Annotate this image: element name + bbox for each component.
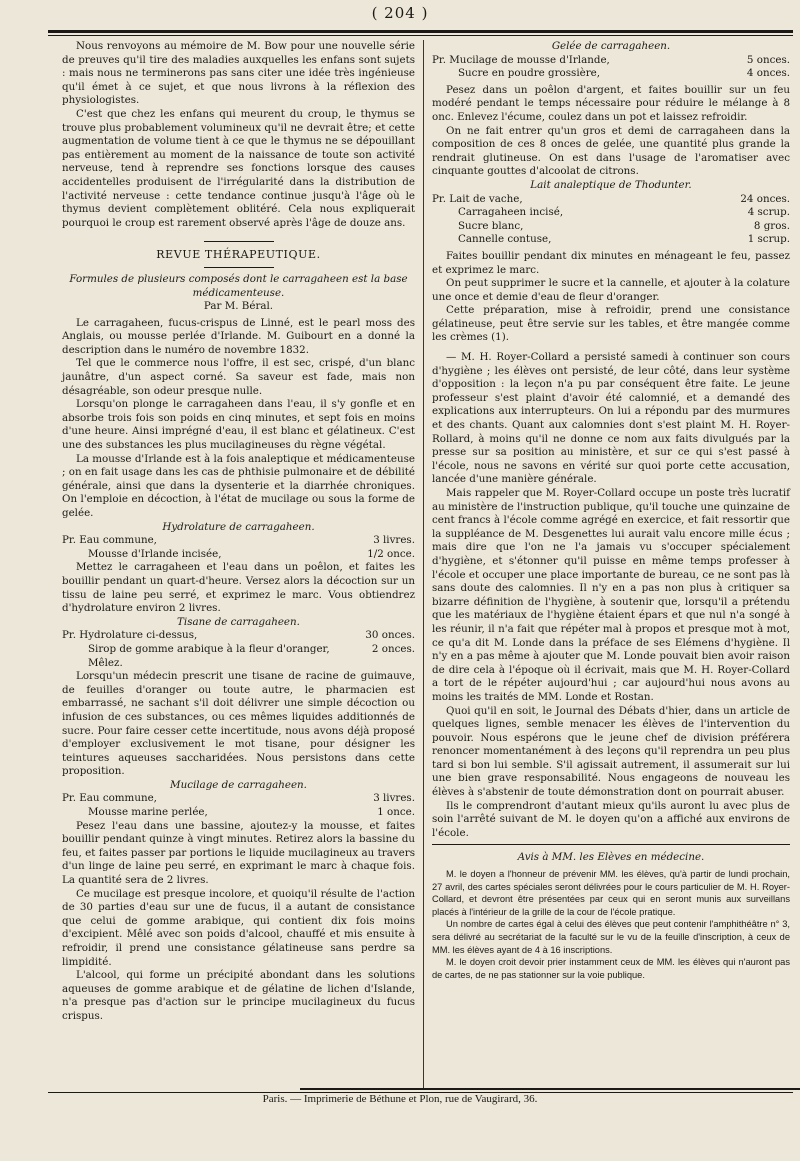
paragraph: — M. H. Royer-Collard a persisté samedi à continuer son cours d'hygiène ; les élèves ont persisté, de leur côté, dans leur système d'opposition : la leçon n'a pu par conséquent être faite. Le jeune professeur s'est plaint d'avoir été calomnié, et a demandé des explications aux interrupteurs. On lui a répondu par des murmures et des chants. Quant aux calomnies dont s'est plaint M. H. Royer-Rollard, à moins qu'il ne donne ce nom aux faits divulgués par la presse sur sa position au ministère, et sur ce qui s'est passé à l'école, nous ne savons en vérité sur quoi porte cette accusation, lancée d'une manière générale.: [432, 351, 790, 486]
paragraph: Nous renvoyons au mémoire de M. Bow pour une nouvelle série de preuves qu'il tire des maladies auxquelles les enfans sont sujets : mais nous ne terminerons pas sans citer une idée très ingénieuse qu'il émet à ce sujet, et que nous livrons à la réflexion des physiologistes.: [62, 40, 415, 107]
recipe-line: Sirop de gomme arabique à la fleur d'oranger, 2 onces.: [88, 642, 415, 655]
author-line: Par M. Béral.: [203, 300, 274, 313]
page-number: ( 204 ): [371, 4, 429, 22]
paragraph: Pesez dans un poêlon d'argent, et faites bouillir sur un feu modéré pendant le temps nécessaire pour réduire le mélange à 8 onc. Enlevez l'écume, coulez dans un pot et laissez refroidir.: [432, 83, 790, 123]
paragraph: Mais rappeler que M. Royer-Collard occupe un poste très lucratif au ministère de l'instruction publique, qu'il touche une quinzaine de cent francs à l'école comme agrégé en exercice, et fait ressortir que la suppléance de M. Desgenettes lui aurait valu encore mille écus ; mais dire que l'on ne l'a jamais vu s'occuper spécialement d'hygiène, et s'étonner qu'il puisse en même temps professer à l'école et occuper une place importante de bureau, ce ne sont pas là sans doute des calomnies. Il n'y en a pas non plus à critiquer sa bizarre définition de l'hygiène, à soutenir que, lorsqu'il a prétendu que les matériaux de l'hygiène étaient épars et que nul n'a songé à les réunir, il n'a fait que répéter mal à propos et presque mot à mot, ce qu'a dit M. Londe dans la préface de ses Elémens d'hygiène. Il n'y en a pas même à ajouter que M. Londe pouvait bien avoir raison de dire cela à l'époque où il écrivait, mais que M. H. Royer-Collard a tort de le répéter aujourd'hui ; car aujourd'hui nous avons au moins les traités de MM. Londe et Rostan.: [432, 487, 790, 703]
recipe-line: Carragaheen incisé, 4 scrup.: [458, 206, 790, 219]
paragraph: Cette préparation, mise à refroidir, prend une consistance gélatineuse, peut être servie sur les tables, et être mangée comme les crèmes (1).: [432, 304, 790, 344]
recipe-line: Sucre blanc, 8 gros.: [458, 219, 790, 232]
section-subtitle: Formules de plusieurs composés dont le carragaheen est la base médicamenteuse.: [69, 272, 408, 299]
recipe-line: Pr. Eau commune, 3 livres.: [62, 534, 415, 547]
paragraph: Quoi qu'il en soit, le Journal des Débats d'hier, dans un article de quelques lignes, semble menacer les élèves de l'intervention du pouvoir. Nous espérons que le jeune chef de division préférera renoncer momentanément à des leçons qu'il reprendra un peu plus tard si bon lui semble. S'il agissait autrement, il assumerait sur lui une bien grave responsabilité. Nous engageons de nouveau les élèves à s'abstenir de toute démonstration dont on pourrait abuser.: [432, 704, 790, 799]
recipe-line: Mousse marine perlée, 1 once.: [88, 806, 415, 819]
paragraph: Faites bouillir pendant dix minutes en ménageant le feu, passez et exprimez le marc.: [432, 249, 790, 276]
column-divider: [423, 40, 424, 1090]
left-column: [62, 40, 415, 1024]
notice: [432, 844, 790, 981]
paragraph: L'alcool, qui forme un précipité abondant dans les solutions aqueuses de gomme arabique et de gélatine de lichen d'Islande, n'a presque pas d'action sur le principe mucilagineux du fucus crispus.: [62, 969, 415, 1022]
right-column: [432, 40, 790, 981]
notice-title: Avis à MM. les Elèves en médecine.: [517, 851, 705, 864]
separator: [204, 267, 274, 268]
notice-paragraph: Un nombre de cartes égal à celui des élèves que peut contenir l'amphithéâtre n° 3, sera délivré au secrétariat de la faculté sur le vu de la feuille d'inscription, à ceux de MM. les élèves ayant de 4 à 16 inscriptions.: [432, 919, 790, 955]
header-rule: [48, 30, 793, 33]
paragraph: C'est que chez les enfans qui meurent du croup, le thymus se trouve plus probablement volumineux qu'il ne devrait être; et cette augmentation de volume tient à ce que le thymus ne se dépouillant pas entièrement au moment de la naissance de toute son activité nerveuse, tend à reprendre ses fonctions lorsque des causes accidentelles produisent de l'irrégularité dans la distribution de l'activité nerveuse : cette tendance continue jusqu'à l'âge où le thymus devient complètement oblitéré. Cela nous expliquerait pourquoi le croup est rarement observé après l'âge de douze ans.: [62, 107, 415, 229]
recipe-line: Pr. Hydrolature ci-dessus, 30 onces.: [62, 629, 415, 642]
recipe-title: Gelée de carragaheen.: [551, 40, 671, 52]
paragraph: Ils le comprendront d'autant mieux qu'ils auront lu avec plus de soin l'arrêté suivant de M. le doyen qu'on a affiché aux environs de l'école.: [432, 799, 790, 839]
notice-paragraph: M. le doyen a l'honneur de prévenir MM. les élèves, qu'à partir de lundi prochain, 27 avril, des cartes spéciales seront délivrées pour le cours particulier de M. H. Royer-Collard, et devront être présentées par ceux qui en seront munis aux surveillans placés à l'intérieur de la grille de la cour de l'école pratique.: [432, 869, 790, 917]
footer-rule: [300, 1088, 800, 1090]
recipe-note: Mêlez.: [88, 656, 123, 669]
imprint-line: Paris. — Imprimerie de Béthune et Plon, rue de Vaugirard, 36.: [262, 1093, 538, 1105]
recipe-title: Lait analeptique de Thodunter.: [530, 178, 692, 191]
paragraph: On ne fait entrer qu'un gros et demi de carragaheen dans la composition de ces 8 onces de gelée, une quantité plus grande la rendrait glutineuse. On est dans l'usage de l'aromatiser avec cinquante gouttes d'alcoolat de citrons.: [432, 124, 790, 178]
paragraph: Ce mucilage est presque incolore, et quoiqu'il résulte de l'action de 30 parties d'eau sur une de fucus, il a autant de consistance que celui de gomme arabique, qui contient dix fois moins d'excipient. Mêlé avec son poids d'alcool, chauffé et mis ensuite à refroidir, il prend une consistance gélatineuse sans perdre sa limpidité.: [62, 887, 415, 968]
recipe-title: Tisane de carragaheen.: [177, 615, 300, 628]
paragraph: Lorsqu'on plonge le carragaheen dans l'eau, il s'y gonfle et en absorbe trois fois son poids en cinq minutes, et sept fois en moins d'une heure. Ainsi imprégné d'eau, il est blanc et gélatineux. C'est une des substances les plus mucilagineuses du règne végétal.: [62, 398, 415, 452]
separator: [204, 241, 274, 242]
recipe-title: Hydrolature de carragaheen.: [162, 520, 315, 533]
recipe-line: Mousse d'Irlande incisée, 1/2 once.: [88, 547, 415, 560]
header-rule-thin: [48, 35, 793, 36]
recipe-line: Pr. Lait de vache, 24 onces.: [432, 192, 790, 205]
recipe-line: Pr. Mucilage de mousse d'Irlande, 5 onces.: [432, 53, 790, 66]
section-title: REVUE THÉRAPEUTIQUE.: [156, 248, 321, 262]
paragraph: Le carragaheen, fucus-crispus de Linné, est le pearl moss des Anglais, ou mousse perlée d'Irlande. M. Guibourt en a donné la description dans le numéro de novembre 1832.: [62, 316, 415, 356]
paragraph: La mousse d'Irlande est à la fois analeptique et médicamenteuse ; on en fait usage dans les cas de phthisie pulmonaire et de débilité générale, ainsi que dans la dysenterie et la diarrhée chroniques. On l'emploie en décoction, à l'état de mucilage ou sous la forme de gelée.: [62, 452, 415, 519]
paragraph: Mettez le carragaheen et l'eau dans un poêlon, et faites les bouillir pendant un quart-d'heure. Versez alors la décoction sur un tissu de laine peu serré, et exprimez le marc. Vous obtiendrez d'hydrolature environ 2 livres.: [62, 561, 415, 615]
paragraph: Tel que le commerce nous l'offre, il est sec, crispé, d'un blanc jaunâtre, d'un aspect corné. Sa saveur est fade, mais non désagréable, son odeur presque nulle.: [62, 357, 415, 397]
recipe-line: Sucre en poudre grossière, 4 onces.: [458, 67, 790, 80]
paragraph: On peut supprimer le sucre et la cannelle, et ajouter à la colature une once et demie d'eau de fleur d'oranger.: [432, 277, 790, 303]
recipe-line: Cannelle contuse, 1 scrup.: [458, 233, 790, 246]
recipe-line: Pr. Eau commune, 3 livres.: [62, 792, 415, 805]
recipe-title: Mucilage de carragaheen.: [170, 778, 307, 791]
paragraph: Lorsqu'un médecin prescrit une tisane de racine de guimauve, de feuilles d'oranger ou toute autre, le pharmacien est embarrassé, ne sachant s'il doit délivrer une simple décoction ou infusion de ces substances, ou ces mêmes liquides additionnés de sucre. Pour faire cesser cette incertitude, nous avons déjà proposé d'employer exclusivement le mot tisane, pour désigner les teintures aqueuses saccharidées. Nous persistons dans cette proposition.: [62, 670, 415, 778]
notice-paragraph: M. le doyen croit devoir prier instamment ceux de MM. les élèves qui n'auront pas de cartes, de ne pas stationner sur la voie publique.: [432, 957, 790, 980]
paragraph: Pesez l'eau dans une bassine, ajoutez-y la mousse, et faites bouillir pendant quinze à vingt minutes. Retirez alors la bassine du feu, et faites passer par portions le liquide mucilagineux au travers d'un linge de laine peu serré, en exprimant le marc à chaque fois. La quantité sera de 2 livres.: [62, 819, 415, 887]
